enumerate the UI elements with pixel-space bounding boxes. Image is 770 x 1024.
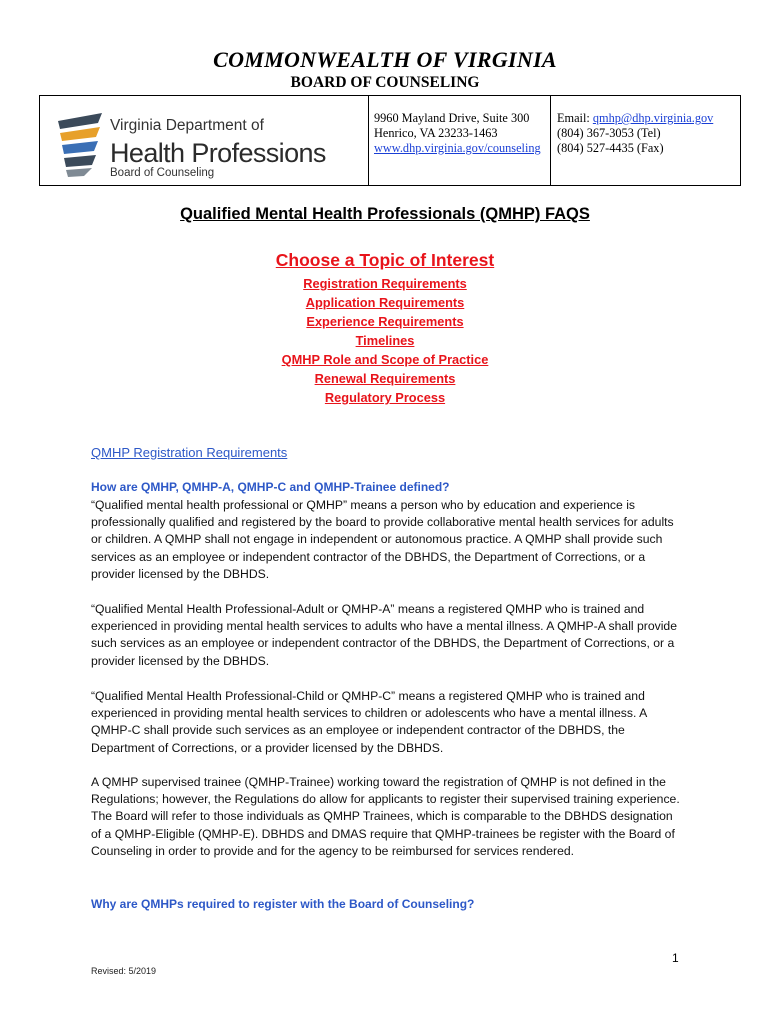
address-line-2: Henrico, VA 23233-1463 bbox=[374, 126, 498, 140]
paragraph-qmhp-a-definition: “Qualified Mental Health Professional-Adult or QMHP-A” means a registered QMHP who is trained and experienced in providing mental health services to adults who have a mental illness. A QMHP-A shall provide such services as an employee or independent contractor of the DBHDS, the Department of Corrections, or a provider licensed by the DBHDS. bbox=[91, 602, 677, 668]
telephone: (804) 367-3053 (Tel) bbox=[557, 126, 661, 140]
dhp-logo-icon bbox=[54, 111, 106, 177]
email-line bbox=[557, 111, 713, 126]
page-number: 1 bbox=[672, 951, 679, 965]
topic-link-timelines[interactable]: Timelines bbox=[355, 333, 415, 348]
board-name: BOARD OF COUNSELING bbox=[290, 74, 480, 91]
logo-line-health-professions: Health Professions bbox=[110, 138, 326, 168]
topic-link-registration[interactable]: Registration Requirements bbox=[303, 276, 467, 291]
email-label: Email: bbox=[557, 111, 593, 125]
topics-list bbox=[0, 274, 770, 407]
topic-link-regulatory[interactable]: Regulatory Process bbox=[324, 390, 446, 405]
website-link[interactable]: www.dhp.virginia.gov/counseling bbox=[374, 141, 541, 155]
logo-line-board: Board of Counseling bbox=[110, 167, 215, 179]
topic-link-experience[interactable]: Experience Requirements bbox=[306, 314, 464, 329]
topic-link-application[interactable]: Application Requirements bbox=[305, 295, 465, 310]
paragraph-qmhp-c-definition: “Qualified Mental Health Professional-Child or QMHP-C” means a registered QMHP who is trained and experienced in providing mental health services to children or adolescents who have a mental illness. A QMHP-C shall provide such services as an employee or independent contractor of the DBHDS, the Department of Corrections, or a provider licensed by the DBHDS. bbox=[91, 689, 647, 755]
fax: (804) 527-4435 (Fax) bbox=[557, 141, 664, 155]
address-line-1: 9960 Mayland Drive, Suite 300 bbox=[374, 111, 530, 125]
topics-heading: Choose a Topic of Interest bbox=[275, 250, 495, 270]
topic-link-renewal[interactable]: Renewal Requirements bbox=[314, 371, 456, 386]
contact-info bbox=[557, 111, 713, 156]
paragraph-qmhp-definition: “Qualified mental health professional or QMHP” means a person who by education and experience is professionally qualified and registered by the board to provide collaborative mental health services for adults or children. A QMHP shall not engage in independent or autonomous practice. A QMHP shall provide such services as an employee or independent contractor of the DBHDS, the Department of Corrections, or a provider licensed by the DBHDS. bbox=[91, 498, 674, 581]
header-info-box bbox=[39, 95, 741, 186]
revision-date: Revised: 5/2019 bbox=[91, 966, 157, 976]
document-header-title: COMMONWEALTH OF VIRGINIA bbox=[213, 47, 557, 72]
header-divider-2 bbox=[550, 96, 551, 185]
question-definitions: How are QMHP, QMHP-A, QMHP-C and QMHP-Trainee defined? bbox=[91, 480, 450, 494]
section-heading-registration: QMHP Registration Requirements bbox=[91, 445, 288, 460]
email-link[interactable]: qmhp@dhp.virginia.gov bbox=[592, 111, 714, 125]
header-divider-1 bbox=[368, 96, 369, 185]
question-why-register: Why are QMHPs required to register with the Board of Counseling? bbox=[91, 897, 475, 911]
topic-link-role-scope[interactable]: QMHP Role and Scope of Practice bbox=[281, 352, 489, 367]
document-title: Qualified Mental Health Professionals (QMHP) FAQS bbox=[180, 205, 590, 223]
logo-line-virginia-department: Virginia Department of bbox=[110, 117, 264, 134]
dhp-logo bbox=[54, 108, 354, 180]
mailing-address bbox=[374, 111, 541, 156]
paragraph-qmhp-trainee: A QMHP supervised trainee (QMHP-Trainee) working toward the registration of QMHP is not defined in the Regulations; however, the Regulations do allow for applicants to register their supervised training experience. The Board will refer to those individuals as QMHP Trainees, which is comparable to the DBHDS designation of a QMHP-Eligible (QMHP-E). DBHDS and DMAS require that QMHP-trainees be register with the Board of Counseling in order to provide and for the agency to be reimbursed for services rendered. bbox=[91, 775, 680, 858]
